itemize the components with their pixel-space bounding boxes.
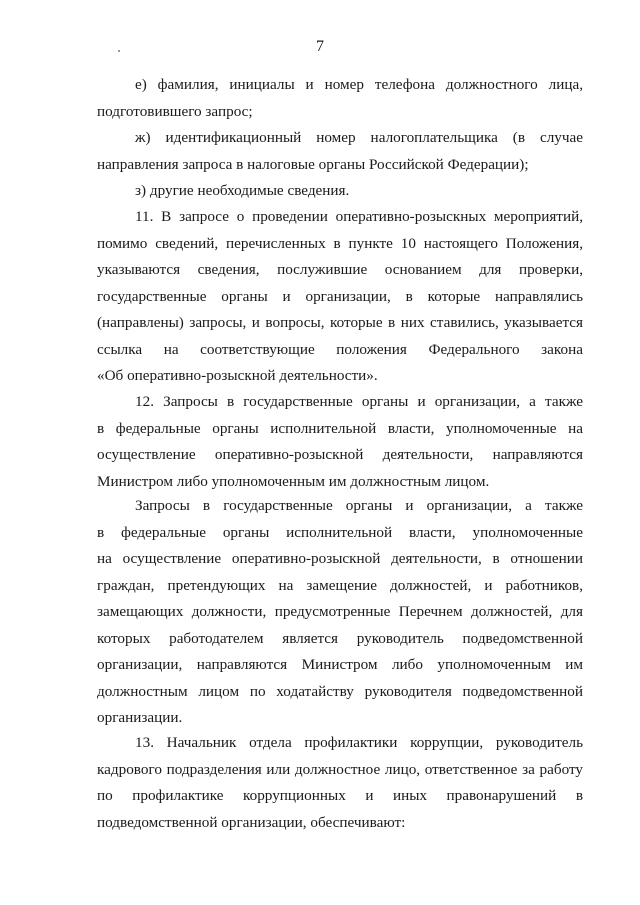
text-line: организации. <box>97 709 183 726</box>
text-line: 13. Начальник отдела профилактики коррупции, руководитель <box>135 734 583 751</box>
text-line: на осуществление оперативно-розыскной деятельности, в отношении <box>97 550 583 567</box>
text-line: 11. В запросе о проведении оперативно-розыскных мероприятий, <box>135 208 583 225</box>
item-zh <box>97 125 583 178</box>
text-line: кадрового подразделения или должностное лицо, ответственное за работу <box>97 760 583 778</box>
text-line: (направлены) запросы, и вопросы, которые в них ставились, указывается <box>97 314 583 331</box>
text-line: подведомственной организации, обеспечивают: <box>97 813 406 831</box>
text-line: которых работодателем является руководитель подведомственной <box>97 629 583 647</box>
text-line: «Об оперативно-розыскной деятельности». <box>97 367 378 384</box>
text-line: ж) идентификационный номер налогоплательщика (в случае <box>135 129 583 146</box>
text-line: е) фамилия, инициалы и номер телефона должностного лица, <box>135 76 583 93</box>
page-number: 7 <box>316 38 324 55</box>
text-line: направления запроса в налоговые органы Российской Федерации); <box>97 155 529 173</box>
text-line: Запросы в государственные органы и организации, а также <box>135 497 583 514</box>
text-line: з) другие необходимые сведения. <box>135 182 350 199</box>
text-line: осуществление оперативно-розыскной деятельности, направляются <box>97 446 583 463</box>
item-e <box>97 72 583 125</box>
text-line: должностным лицом по ходатайству руководителя подведомственной <box>97 682 583 700</box>
paragraph-13 <box>97 730 583 836</box>
text-line: 12. Запросы в государственные органы и организации, а также <box>135 393 583 410</box>
text-line: помимо сведений, перечисленных в пункте 10 настоящего Положения, <box>97 234 583 252</box>
text-line: подготовившего запрос; <box>97 102 253 120</box>
paragraph-12-continued <box>97 493 583 732</box>
text-line: в федеральные органы исполнительной власти, уполномоченные на <box>97 419 583 437</box>
text-line: граждан, претендующих на замещение должностей, и работников, <box>97 576 583 594</box>
text-line: в федеральные органы исполнительной власти, уполномоченные <box>97 523 583 541</box>
text-line: указываются сведения, послужившие основанием для проверки, <box>97 261 583 278</box>
text-line: по профилактике коррупционных и иных правонарушений в <box>97 787 583 804</box>
paragraph-11 <box>97 204 583 390</box>
text-line: государственные органы и организации, в которые направлялись <box>97 287 583 305</box>
item-z <box>97 178 583 205</box>
text-line: организации, направляются Министром либо уполномоченным им <box>97 656 583 673</box>
text-line: ссылка на соответствующие положения Федерального закона <box>97 340 583 358</box>
text-line: Министром либо уполномоченным им должностным лицом. <box>97 472 490 490</box>
paragraph-12 <box>97 389 583 495</box>
text-line: замещающих должности, предусмотренные Перечнем должностей, для <box>97 603 583 620</box>
